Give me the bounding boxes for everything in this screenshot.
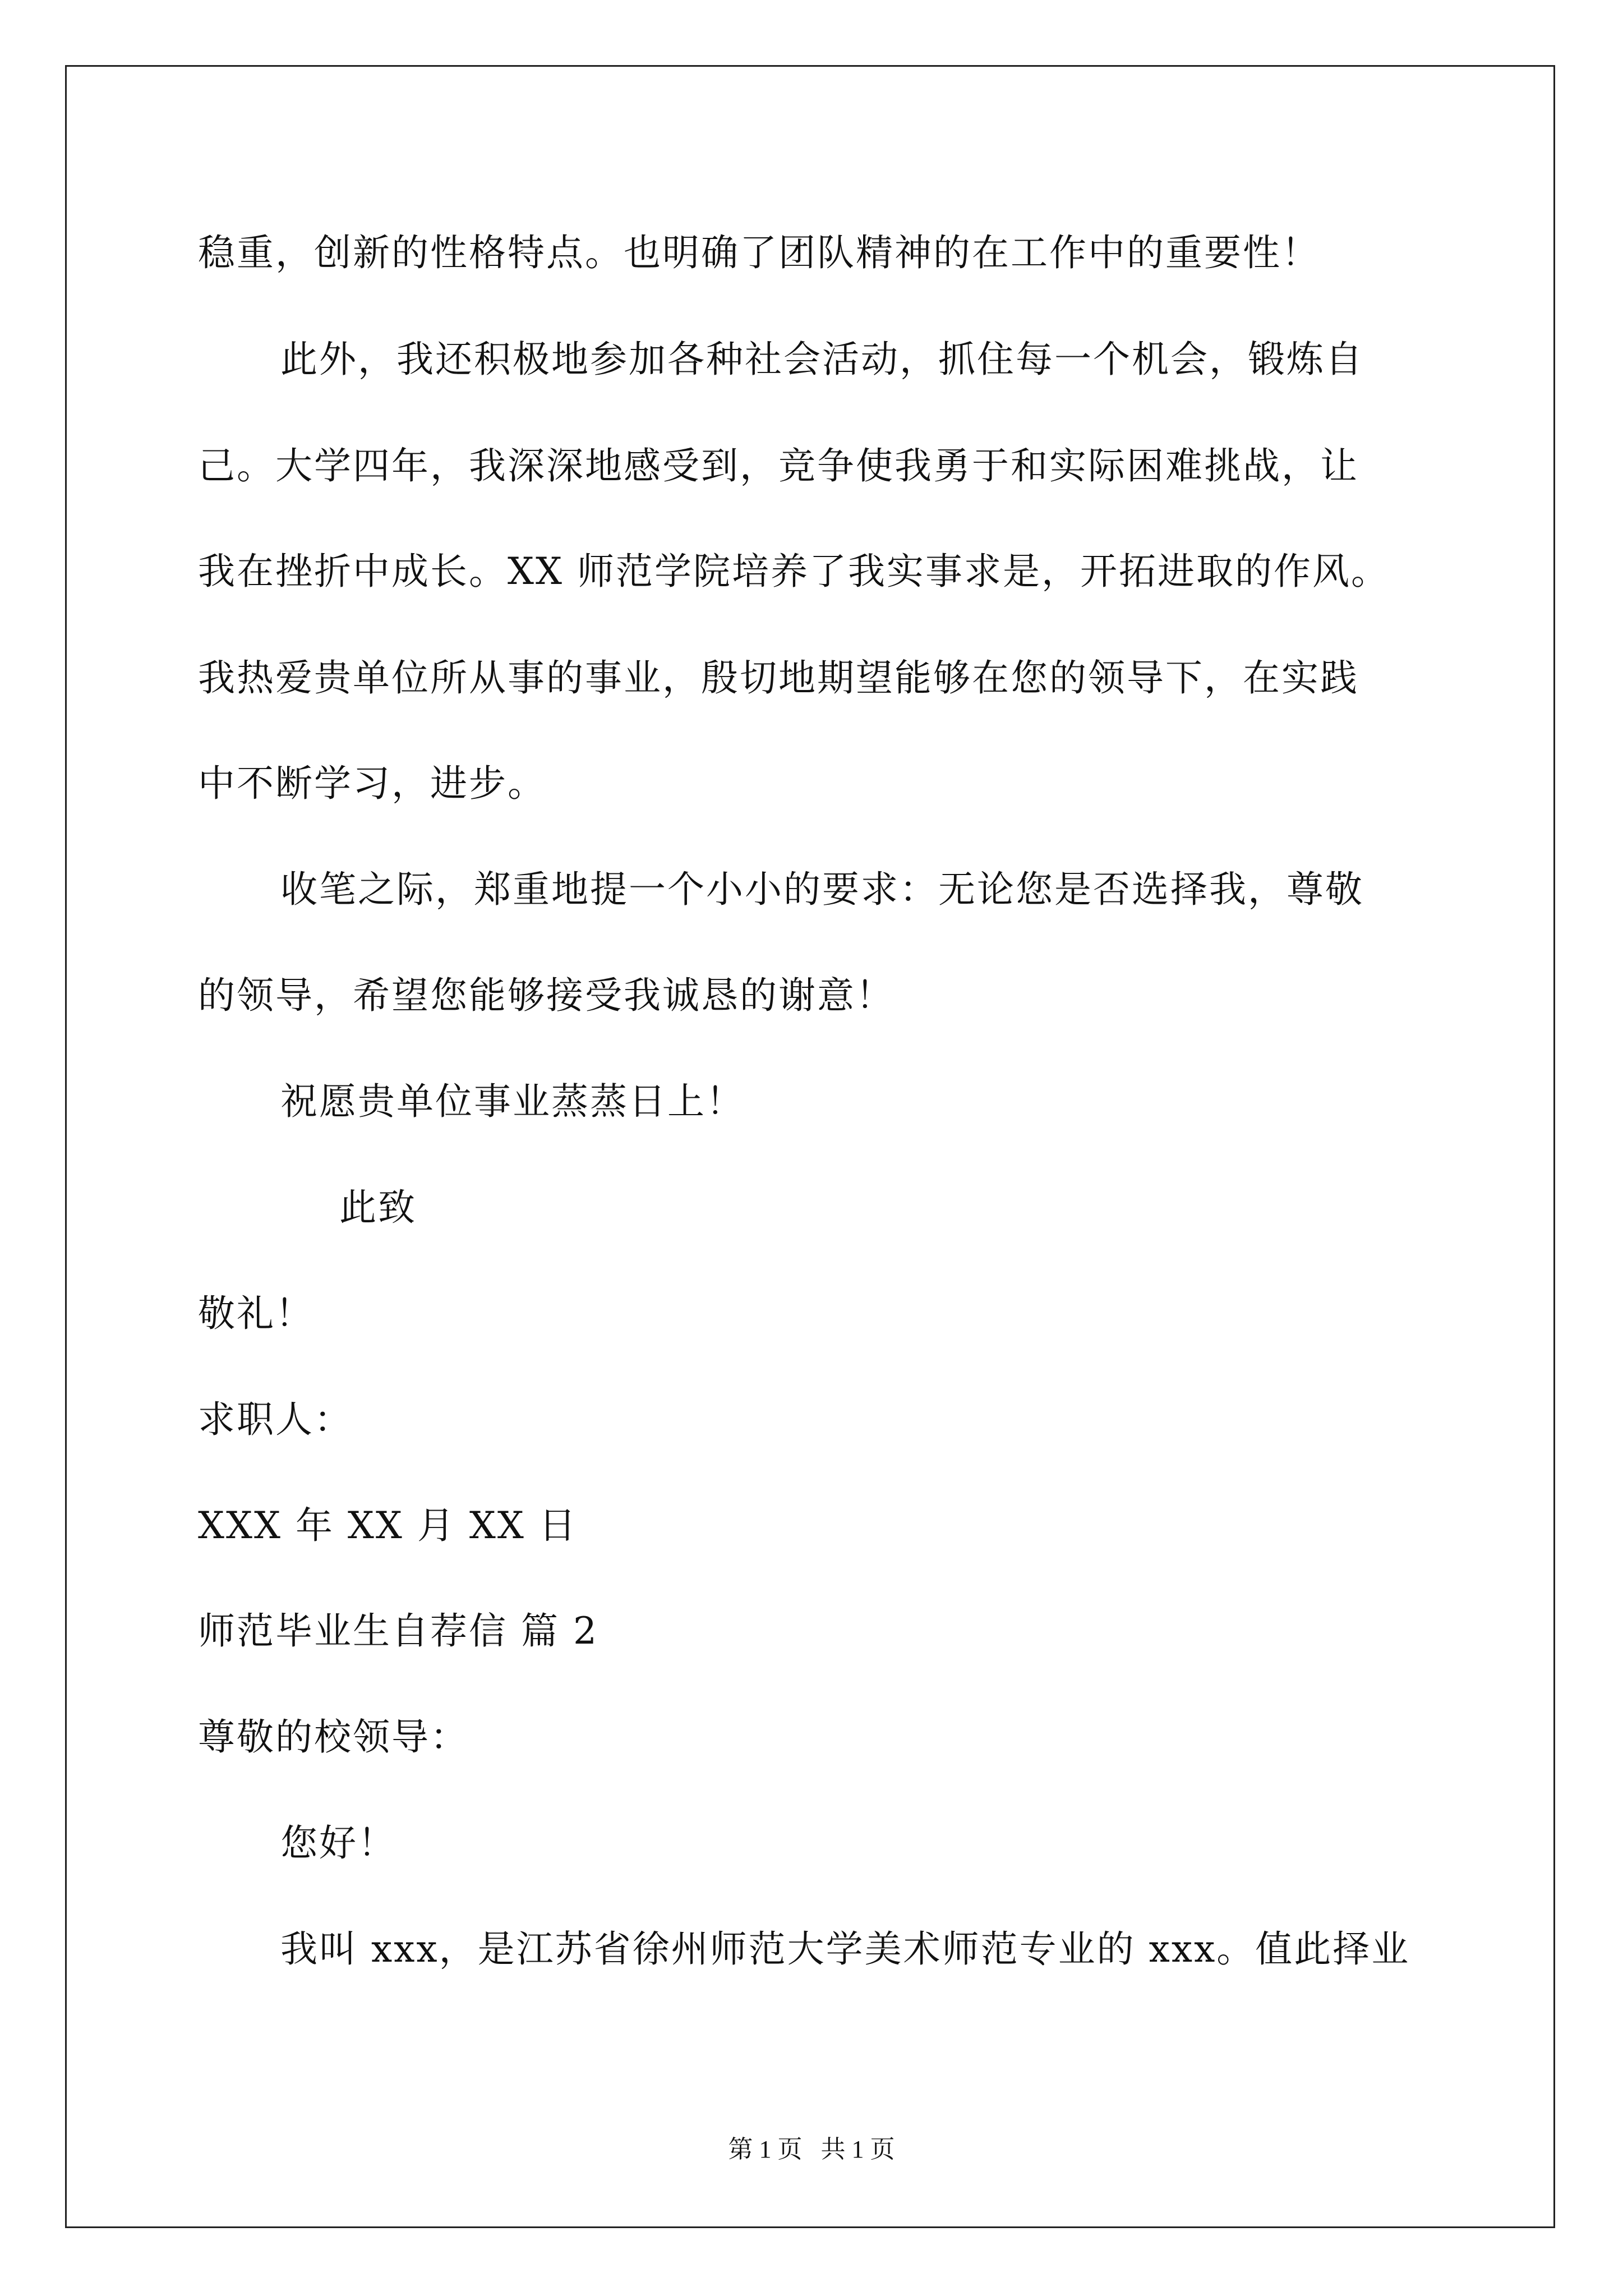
paragraph-line: 的领导，希望您能够接受我诚恳的谢意！ bbox=[198, 974, 895, 1017]
page-number-footer: 第 1 页 共 1 页 bbox=[728, 2136, 895, 2163]
closing-line: 此致 bbox=[339, 1186, 417, 1229]
greeting: 您好！ bbox=[280, 1821, 396, 1865]
paragraph-line: 我叫 xxx，是江苏省徐州师范大学美术师范专业的 xxx。值此择业 bbox=[280, 1927, 1410, 1971]
paragraph-line: 此外，我还积极地参加各种社会活动，抓住每一个机会，锻炼自 bbox=[280, 338, 1364, 381]
page-border bbox=[65, 65, 1555, 2228]
paragraph-line: 我在挫折中成长。XX 师范学院培养了我实事求是，开拓进取的作风。 bbox=[198, 550, 1390, 593]
paragraph-line: 祝愿贵单位事业蒸蒸日上！ bbox=[280, 1080, 745, 1123]
paragraph-line: 稳重，创新的性格特点。也明确了团队精神的在工作中的重要性！ bbox=[198, 231, 1320, 274]
date-line: XXX 年 XX 月 XX 日 bbox=[198, 1504, 578, 1547]
section-heading: 师范毕业生自荐信 篇 2 bbox=[198, 1609, 598, 1653]
closing-salute: 敬礼！ bbox=[198, 1292, 314, 1335]
paragraph-line: 收笔之际，郑重地提一个小小的要求：无论您是否选择我，尊敬 bbox=[280, 868, 1364, 911]
salutation: 尊敬的校领导： bbox=[198, 1715, 469, 1759]
paragraph-line: 己。大学四年，我深深地感受到，竞争使我勇于和实际困难挑战，让 bbox=[198, 444, 1359, 487]
signature-label: 求职人： bbox=[198, 1398, 353, 1441]
paragraph-line: 中不断学习，进步。 bbox=[198, 762, 546, 805]
paragraph-line: 我热爱贵单位所从事的事业，殷切地期望能够在您的领导下，在实践 bbox=[198, 656, 1359, 700]
